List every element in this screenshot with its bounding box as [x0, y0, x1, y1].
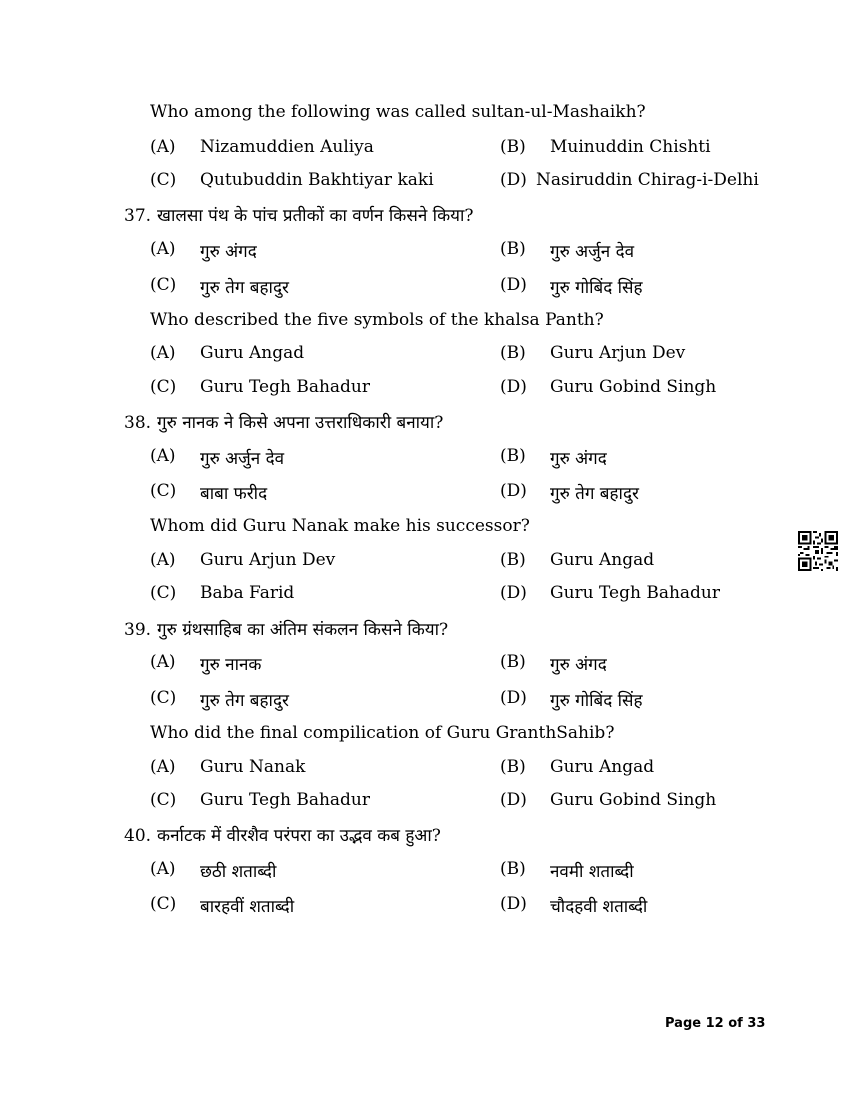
current-page: 12: [705, 1016, 724, 1031]
option-label: (C): [150, 170, 177, 190]
option-text: गुरु तेग बहादुर: [200, 278, 289, 298]
option-text: Guru Angad: [200, 343, 305, 363]
option-label: (B): [500, 550, 526, 570]
question-text-hi: [124, 203, 474, 226]
option-text: नवमी शताब्दी: [550, 862, 634, 882]
option-text: Guru Gobind Singh: [550, 377, 717, 397]
option-label: (D): [500, 583, 527, 603]
option-label: (D): [500, 790, 527, 810]
option-text: Muinuddin Chishti: [550, 137, 711, 157]
question-text-en: Whom did Guru Nanak make his successor?: [150, 516, 530, 536]
option-label: (D): [500, 894, 527, 914]
question-text-hi: [124, 823, 441, 846]
option-text: गुरु गोबिंद सिंह: [550, 691, 643, 711]
option-label: (C): [150, 377, 177, 397]
option-text: Guru Arjun Dev: [200, 550, 336, 570]
total-pages: 33: [747, 1016, 766, 1031]
option-label: (B): [500, 446, 526, 466]
option-text: गुरु अर्जुन देव: [200, 449, 285, 469]
option-text: Nasiruddin Chirag-i-Delhi: [536, 170, 759, 190]
option-text: Guru Arjun Dev: [550, 343, 686, 363]
question-hindi: गुरु ग्रंथसाहिब का अंतिम संकलन किसने किया?: [157, 620, 449, 640]
qr-code-icon: [798, 531, 838, 571]
option-label: (D): [500, 275, 527, 295]
option-text: गुरु तेग बहादुर: [550, 484, 639, 504]
option-label: (B): [500, 757, 526, 777]
option-text: Guru Tegh Bahadur: [200, 790, 370, 810]
question-text-en: Who among the following was called sultan-ul-Mashaikh?: [150, 102, 646, 122]
question-number: 39.: [124, 620, 152, 640]
question-number: 38.: [124, 413, 152, 433]
question-text-en: Who described the five symbols of the khalsa Panth?: [150, 310, 604, 330]
option-label: (D): [500, 481, 527, 501]
question-text-hi: [124, 617, 448, 640]
option-text: गुरु नानक: [200, 655, 262, 675]
question-hindi: खालसा पंथ के पांच प्रतीकों का वर्णन किसने किया?: [157, 206, 474, 226]
question-text-hi: [124, 410, 443, 433]
option-text: गुरु अंगद: [550, 449, 607, 469]
option-text: Nizamuddien Auliya: [200, 137, 374, 157]
option-text: गुरु अंगद: [200, 242, 257, 262]
option-text: Guru Angad: [550, 550, 655, 570]
question-text-en: Who did the final compilication of Guru GranthSahib?: [150, 723, 615, 743]
option-label: (A): [150, 343, 176, 363]
option-text: Guru Angad: [550, 757, 655, 777]
option-text: गुरु अर्जुन देव: [550, 242, 635, 262]
option-text: Baba Farid: [200, 583, 295, 603]
option-text: गुरु अंगद: [550, 655, 607, 675]
option-label: (B): [500, 239, 526, 259]
page-word: Page: [665, 1016, 702, 1031]
option-label: (A): [150, 757, 176, 777]
page-number-footer: [665, 1016, 765, 1031]
option-label: (A): [150, 446, 176, 466]
option-label: (B): [500, 343, 526, 363]
option-label: (B): [500, 652, 526, 672]
option-text: Guru Tegh Bahadur: [200, 377, 370, 397]
question-number: 40.: [124, 826, 152, 846]
option-text: Guru Tegh Bahadur: [550, 583, 720, 603]
option-label: (A): [150, 550, 176, 570]
option-label: (D): [500, 170, 527, 190]
question-hindi: कर्नाटक में वीरशैव परंपरा का उद्भव कब हुआ?: [157, 826, 441, 846]
option-label: (C): [150, 790, 177, 810]
option-label: (B): [500, 137, 526, 157]
option-label: (C): [150, 688, 177, 708]
option-text: Guru Nanak: [200, 757, 306, 777]
option-label: (A): [150, 859, 176, 879]
option-label: (C): [150, 481, 177, 501]
option-text: बारहवीं शताब्दी: [200, 897, 295, 917]
question-hindi: गुरु नानक ने किसे अपना उत्तराधिकारी बनाया?: [157, 413, 444, 433]
option-text: चौदहवी शताब्दी: [550, 897, 648, 917]
option-text: Guru Gobind Singh: [550, 790, 717, 810]
option-text: Qutubuddin Bakhtiyar kaki: [200, 170, 434, 190]
option-text: बाबा फरीद: [200, 484, 268, 504]
option-label: (C): [150, 894, 177, 914]
option-label: (D): [500, 688, 527, 708]
option-label: (A): [150, 137, 176, 157]
option-label: (C): [150, 583, 177, 603]
question-number: 37.: [124, 206, 152, 226]
option-label: (A): [150, 239, 176, 259]
option-label: (A): [150, 652, 176, 672]
option-text: छठी शताब्दी: [200, 862, 277, 882]
option-label: (C): [150, 275, 177, 295]
option-text: गुरु गोबिंद सिंह: [550, 278, 643, 298]
option-label: (B): [500, 859, 526, 879]
option-text: गुरु तेग बहादुर: [200, 691, 289, 711]
option-label: (D): [500, 377, 527, 397]
of-word: of: [728, 1016, 743, 1031]
